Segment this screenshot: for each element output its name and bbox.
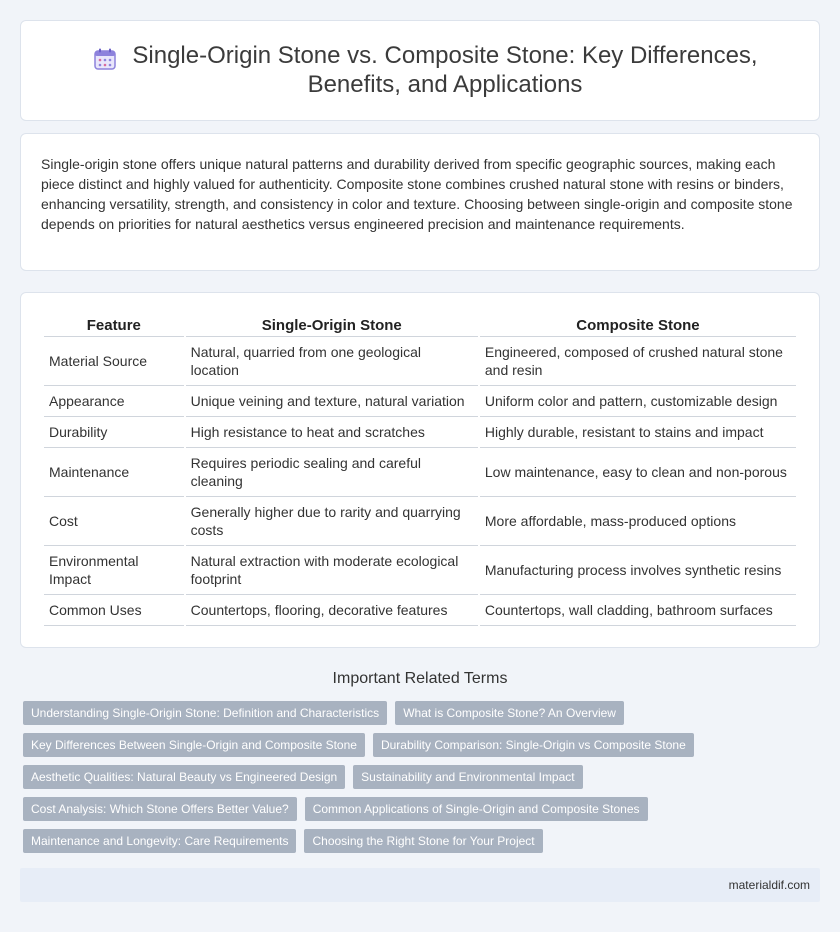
tag-row	[23, 797, 813, 821]
table-cell: Manufacturing process involves synthetic resins	[480, 546, 796, 595]
table-cell: Countertops, flooring, decorative features	[186, 595, 478, 626]
related-term-link[interactable]: What is Composite Stone? An Overview	[395, 701, 624, 725]
header-composite: Composite Stone	[480, 315, 796, 337]
title-card	[20, 20, 820, 121]
related-term-link[interactable]: Understanding Single-Origin Stone: Definition and Characteristics	[23, 701, 387, 725]
related-term-link[interactable]: Cost Analysis: Which Stone Offers Better Value?	[23, 797, 297, 821]
related-term-link[interactable]: Maintenance and Longevity: Care Requirements	[23, 829, 296, 853]
table-row	[44, 337, 796, 386]
table-header-row	[44, 315, 796, 337]
table-cell: Natural extraction with moderate ecological footprint	[186, 546, 478, 595]
footer	[20, 868, 820, 902]
header-single-origin: Single-Origin Stone	[186, 315, 478, 337]
tag-row	[23, 733, 813, 757]
footer-site-link[interactable]: materialdif.com	[728, 878, 810, 892]
table-cell: High resistance to heat and scratches	[186, 417, 478, 448]
related-term-link[interactable]: Aesthetic Qualities: Natural Beauty vs Engineered Design	[23, 765, 345, 789]
table-cell: Cost	[44, 497, 184, 546]
table-cell: Natural, quarried from one geological location	[186, 337, 478, 386]
table-cell: Durability	[44, 417, 184, 448]
intro-paragraph: Single-origin stone offers unique natural patterns and durability derived from specific geographic sources, making each piece distinct and highly valued for authenticity. Composite stone combines crushed natural stone with resins or binders, enhancing versatility, strength, and consistency in color and texture. Choosing between single-origin and composite stone depends on priorities for natural aesthetics versus engineered precision and maintenance requirements.	[41, 156, 793, 232]
related-term-link[interactable]: Durability Comparison: Single-Origin vs Composite Stone	[373, 733, 694, 757]
page-title: Single-Origin Stone vs. Composite Stone: Key Differences, Benefits, and Applications	[132, 42, 758, 98]
table-cell: Appearance	[44, 386, 184, 417]
related-terms-title: Important Related Terms	[332, 670, 508, 687]
table-cell: Maintenance	[44, 448, 184, 497]
table-row	[44, 595, 796, 626]
table-cell: Low maintenance, easy to clean and non-porous	[480, 448, 796, 497]
related-term-link[interactable]: Sustainability and Environmental Impact	[353, 765, 582, 789]
table-cell: Highly durable, resistant to stains and impact	[480, 417, 796, 448]
table-cell: More affordable, mass-produced options	[480, 497, 796, 546]
table-row	[44, 386, 796, 417]
table-row	[44, 448, 796, 497]
tag-row	[23, 829, 813, 853]
related-term-link[interactable]: Choosing the Right Stone for Your Project	[304, 829, 542, 853]
table-cell: Material Source	[44, 337, 184, 386]
table-cell: Generally higher due to rarity and quarrying costs	[186, 497, 478, 546]
table-row	[44, 417, 796, 448]
table-cell: Unique veining and texture, natural variation	[186, 386, 478, 417]
table-row	[44, 546, 796, 595]
related-terms-list	[23, 701, 813, 861]
related-term-link[interactable]: Key Differences Between Single-Origin and Composite Stone	[23, 733, 365, 757]
table-cell: Engineered, composed of crushed natural stone and resin	[480, 337, 796, 386]
table-cell: Common Uses	[44, 595, 184, 626]
intro-card	[20, 133, 820, 271]
tag-row	[23, 701, 813, 725]
table-cell: Environmental Impact	[44, 546, 184, 595]
table-cell: Countertops, wall cladding, bathroom surfaces	[480, 595, 796, 626]
table-cell: Uniform color and pattern, customizable design	[480, 386, 796, 417]
comparison-table	[42, 315, 798, 626]
comparison-table-card	[20, 292, 820, 648]
header-feature: Feature	[44, 315, 184, 337]
table-row	[44, 497, 796, 546]
related-term-link[interactable]: Common Applications of Single-Origin and Composite Stones	[305, 797, 648, 821]
table-cell: Requires periodic sealing and careful cleaning	[186, 448, 478, 497]
tag-row	[23, 765, 813, 789]
